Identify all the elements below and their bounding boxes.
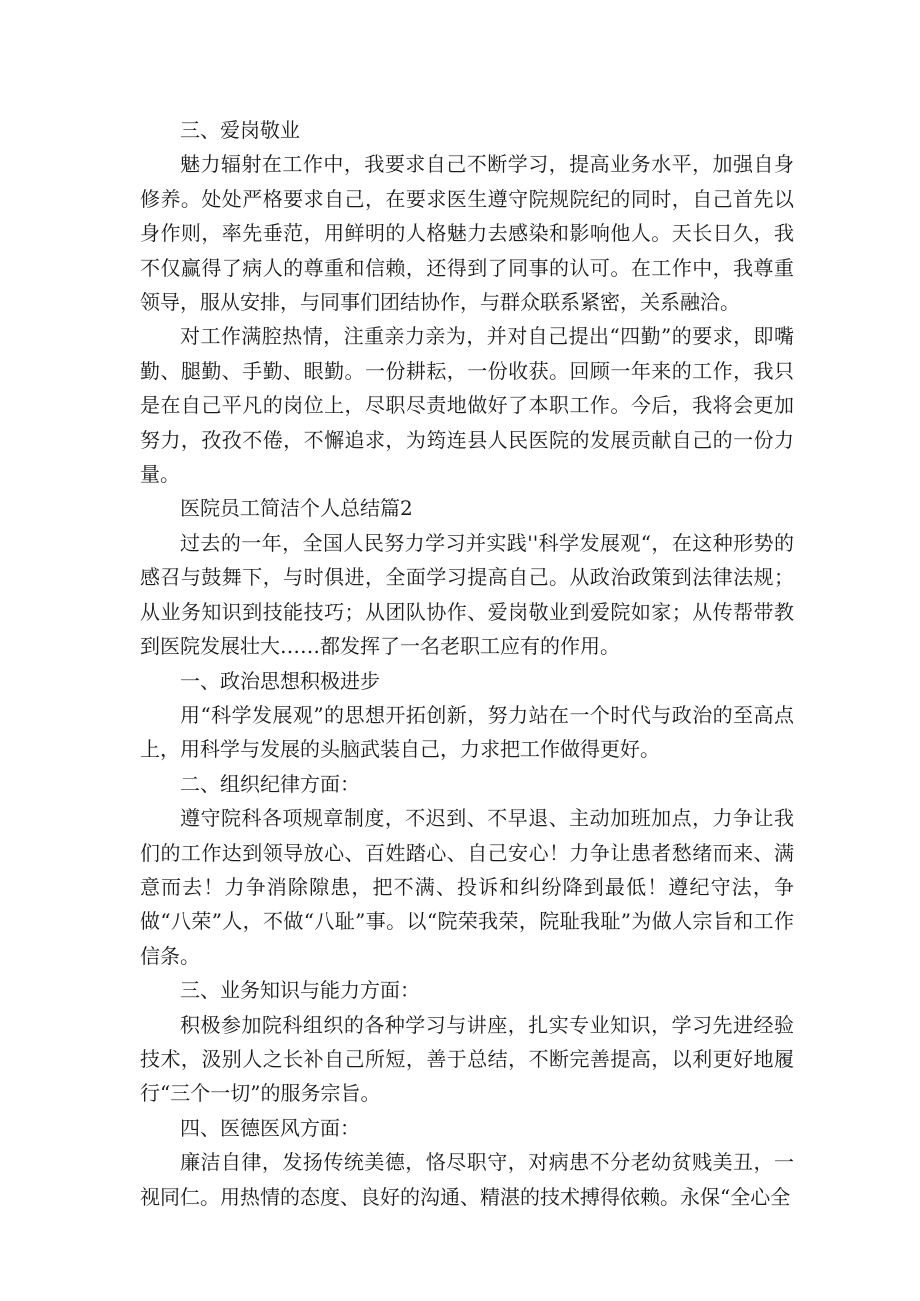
section-heading: 四、医德医风方面： bbox=[180, 1115, 360, 1140]
body-paragraph: 积极参加院科组织的各种学习与讲座，扎实专业知识，学习先进经验技术，汲别人之长补自己所短，善于总结，不断完善提高，以利更好地履行“三个一切”的服务宗旨。 bbox=[140, 1012, 794, 1106]
section-heading: 三、爱岗敬业 bbox=[180, 118, 300, 142]
section-heading: 二、组织纪律方面： bbox=[180, 771, 360, 796]
body-paragraph: 用“科学发展观”的思想开拓创新，努力站在一个时代与政治的至高点上，用科学与发展的头脑武装自己，力求把工作做得更好。 bbox=[140, 702, 794, 762]
body-paragraph: 对工作满腔热情，注重亲力亲为，并对自己提出“四勤”的要求，即嘴勤、腿勤、手勤、眼勤。一份耕耘，一份收获。回顾一年来的工作，我只是在自己平凡的岗位上，尽职尽责地做好了本职工作。今后，我将会更加努力，孜孜不倦，不懈追求，为筠连县人民医院的发展贡献自己的一份力量。 bbox=[140, 324, 794, 487]
document-body bbox=[140, 113, 794, 1214]
body-paragraph: 魅力辐射在工作中，我要求自己不断学习，提高业务水平，加强自身修养。处处严格要求自己，在要求医生遵守院规院纪的同时，自己首先以身作则，率先垂范，用鲜明的人格魅力去感染和影响他人。天长日久，我不仅赢得了病人的尊重和信赖，还得到了同事的认可。在工作中，我尊重领导，服从安排，与同事们团结协作，与群众联系紧密，关系融洽。 bbox=[140, 152, 794, 315]
section-heading: 一、政治思想积极进步 bbox=[180, 668, 380, 693]
article-title: 医院员工简洁个人总结篇2 bbox=[180, 496, 413, 521]
section-heading: 三、业务知识与能力方面： bbox=[180, 978, 420, 1003]
body-paragraph: 遵守院科各项规章制度，不迟到、不早退、主动加班加点，力争让我们的工作达到领导放心、百姓踏心、自己安心！力争让患者愁绪而来、满意而去！力争消除隙患，把不满、投诉和纠纷降到最低！遵纪守法，争做“八荣”人，不做“八耻”事。以“院荣我荣，院耻我耻”为做人宗旨和工作信条。 bbox=[140, 806, 794, 968]
body-paragraph: 过去的一年，全国人民努力学习并实践''科学发展观“，在这种形势的感召与鼓舞下，与时俱进，全面学习提高自己。从政治政策到法律法规；从业务知识到技能技巧；从团队协作、爱岗敬业到爱院如家；从传帮带教到医院发展壮大……都发挥了一名老职工应有的作用。 bbox=[140, 530, 794, 659]
body-paragraph: 廉洁自律，发扬传统美德，恪尽职守，对病患不分老幼贫贱美丑，一视同仁。用热情的态度、良好的沟通、精湛的技术搏得依赖。永保“全心全 bbox=[140, 1150, 794, 1209]
